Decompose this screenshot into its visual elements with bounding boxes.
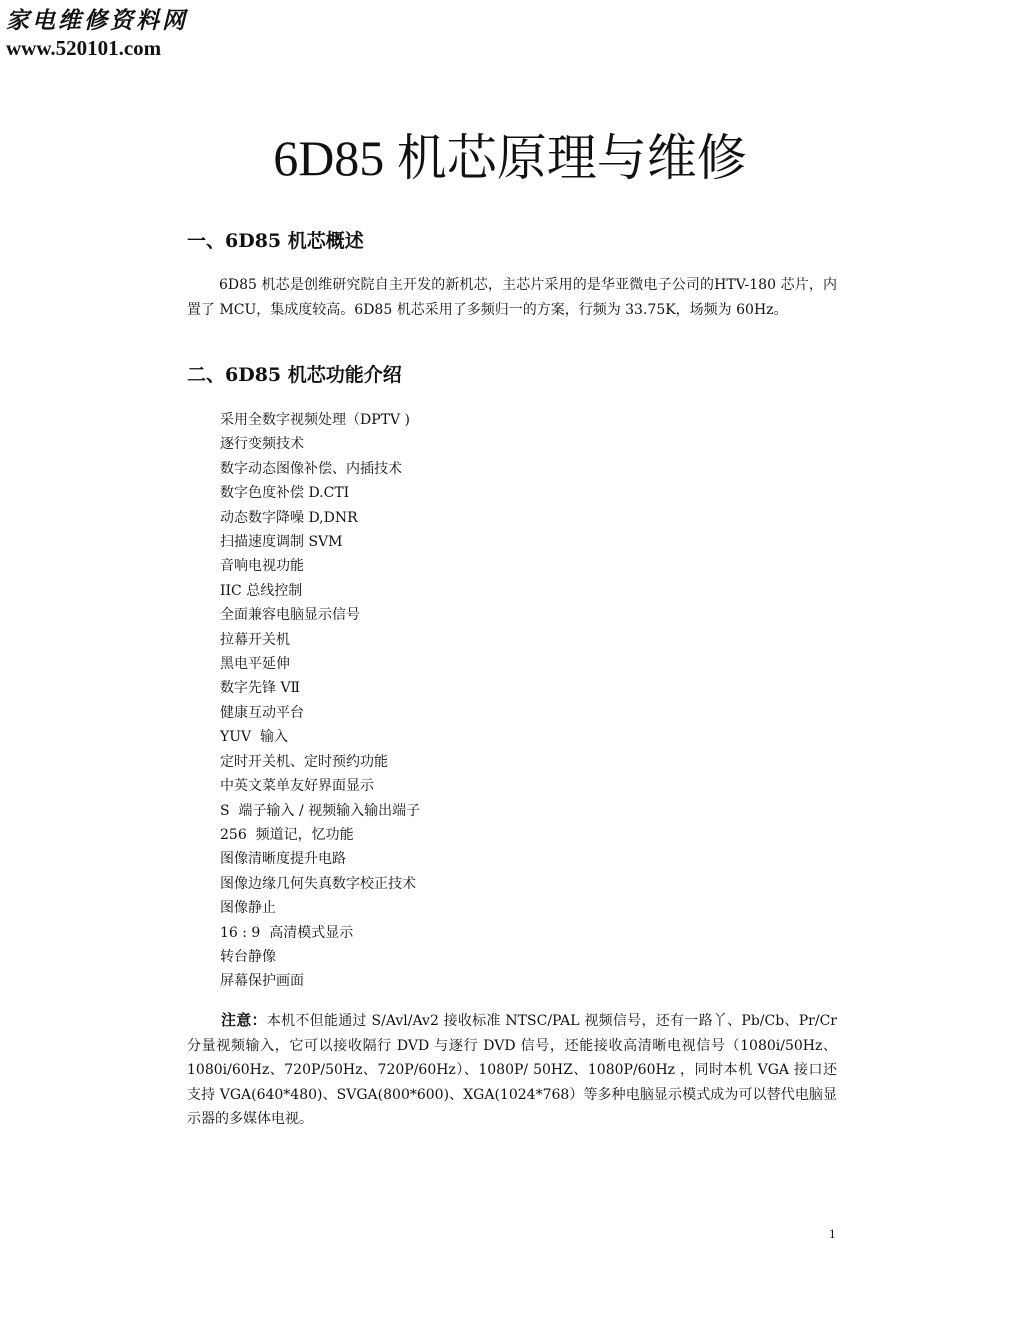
feature-item: 转台静像: [220, 948, 276, 965]
section-heading-features: 二、6D85 机芯功能介绍: [187, 364, 402, 386]
feature-item: 采用全数字视频处理（DPTV ): [220, 412, 411, 428]
feature-item: 16 : 9 高清模式显示: [220, 924, 354, 941]
feature-list: [220, 408, 420, 994]
watermark-site-name: 家电维修资料网: [6, 8, 188, 34]
feature-item: 256 频道记，忆功能: [220, 826, 354, 843]
overview-paragraph: 6D85 机芯是创维研究院自主开发的新机芯，主芯片采用的是华亚微电子公司的HTV-180 芯片，内置了 MCU，集成度较高。6D85 机芯采用了多频归一的方案，行频为 33.75K，场频为 60Hz。: [187, 277, 837, 318]
feature-item: 黑电平延伸: [220, 656, 290, 673]
note-label: 注意：: [221, 1011, 267, 1029]
section-heading-overview: 一、6D85 机芯概述: [187, 230, 364, 252]
document-title: 6D85 机芯原理与维修: [273, 130, 747, 186]
feature-item: 中英文菜单友好界面显示: [220, 778, 374, 795]
feature-item: 数字动态图像补偿、内插技术: [220, 460, 402, 477]
feature-item: 数字色度补偿 D.CTI: [220, 485, 350, 502]
feature-item: 音响电视功能: [220, 558, 304, 575]
feature-item: S 端子输入 / 视频输入输出端子: [220, 802, 421, 819]
note-paragraph: [187, 1008, 837, 1132]
feature-item: 定时开关机、定时预约功能: [220, 753, 388, 770]
feature-item: 扫描速度调制 SVM: [220, 534, 343, 551]
feature-item: 逐行变频技术: [220, 436, 304, 453]
feature-item: 图像边缘几何失真数字校正技术: [220, 875, 416, 892]
feature-item: 图像静止: [220, 900, 276, 917]
feature-item: 全面兼容电脑显示信号: [220, 607, 360, 624]
feature-item: 屏幕保护画面: [220, 973, 304, 990]
feature-item: 图像清晰度提升电路: [220, 851, 346, 868]
page-number: 1: [829, 1226, 836, 1241]
watermark-url: www.520101.com: [6, 36, 162, 61]
feature-item: 拉幕开关机: [220, 631, 290, 648]
feature-item: 动态数字降噪 D,DNR: [220, 509, 358, 526]
site-watermark: [6, 8, 188, 61]
feature-item: 健康互动平台: [220, 704, 304, 721]
feature-item: IIC 总线控制: [220, 582, 303, 599]
feature-item: YUV 输入: [220, 729, 289, 746]
feature-item: 数字先锋 VⅡ: [220, 680, 301, 697]
note-text: 本机不但能通过 S/Avl/Av2 接收标准 NTSC/PAL 视频信号，还有一路丫、Pb/Cb、Pr/Cr 分量视频输入，它可以接收隔行 DVD 与逐行 DVD 信号，还能接收高清晰电视信号（1080i/50Hz、1080i/60Hz、720P/50Hz、720P/60Hz）、1080P/ 50HZ、1080P/60Hz ，同时本机 VGA 接口还支持 VGA(640*480)、SVGA(800*600)、XGA(1024*768）等多种电脑显示模式成为可以替代电脑显示器的多媒体电视。: [187, 1013, 837, 1127]
